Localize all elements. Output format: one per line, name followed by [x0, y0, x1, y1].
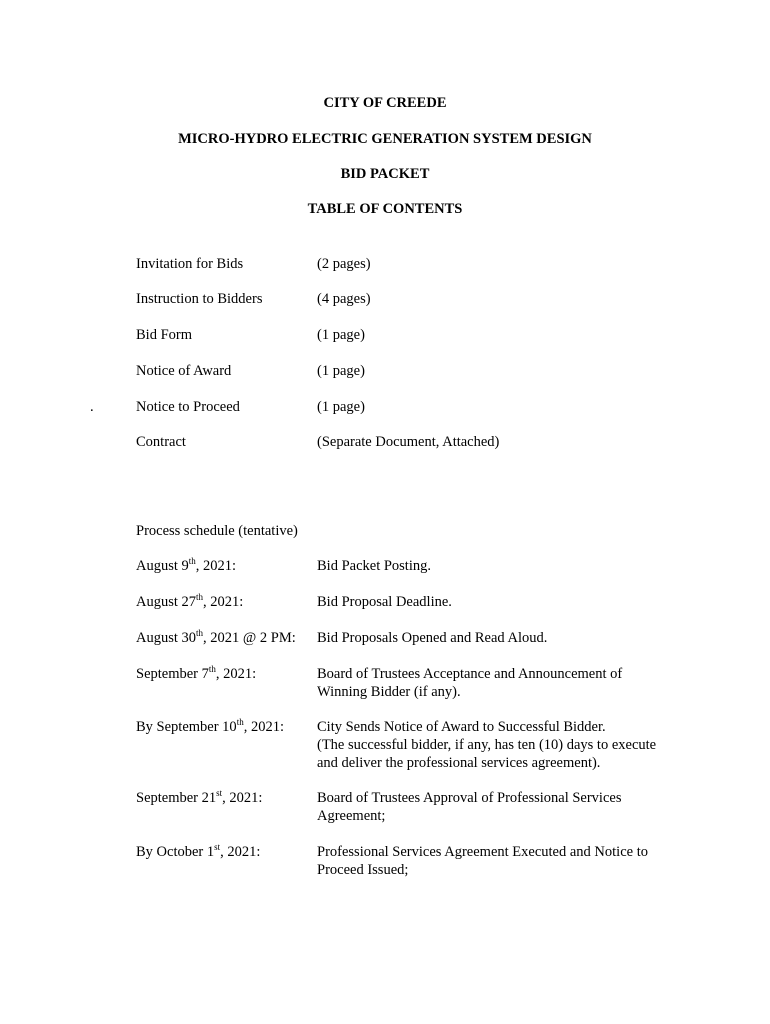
schedule-event: Board of Trustees Approval of Professional Services Agreement; [317, 790, 622, 824]
toc-item-label: Bid Form [136, 327, 192, 343]
toc-item-pages: (4 pages) [317, 291, 371, 307]
schedule-event: Bid Proposal Deadline. [317, 594, 452, 610]
toc-item-label: Notice to Proceed [136, 399, 240, 415]
schedule-event: Bid Proposals Opened and Read Aloud. [317, 630, 548, 646]
toc-item-label: Instruction to Bidders [136, 291, 263, 307]
schedule-date: By September 10th, 2021: [136, 717, 284, 735]
toc-item-pages: (2 pages) [317, 256, 371, 272]
stray-period-mark: . [90, 399, 94, 415]
schedule-date: August 9th, 2021: [136, 556, 237, 574]
schedule-date: August 27th, 2021: [136, 592, 244, 610]
schedule-date: September 7th, 2021: [136, 664, 257, 682]
toc-item-label: Notice of Award [136, 363, 232, 379]
toc-item-pages: (1 page) [317, 327, 365, 343]
toc-item-pages: (Separate Document, Attached) [317, 434, 500, 450]
toc-item-pages: (1 page) [317, 363, 365, 379]
packet-title: BID PACKET [340, 166, 430, 182]
schedule-date: By October 1st, 2021: [136, 842, 261, 860]
schedule-event: Bid Packet Posting. [317, 558, 431, 574]
schedule-event: Board of Trustees Acceptance and Announcement of Winning Bidder (if any). [317, 666, 623, 700]
toc-item-label: Contract [136, 434, 186, 450]
project-title: MICRO-HYDRO ELECTRIC GENERATION SYSTEM DESIGN [178, 131, 592, 147]
org-title: CITY OF CREEDE [323, 95, 447, 111]
schedule-date: September 21st, 2021: [136, 788, 263, 806]
schedule-event: City Sends Notice of Award to Successful Bidder. (The successful bidder, if any, has ten (10) days to execute and deliver the professional services agreement). [317, 719, 657, 771]
toc-item-label: Invitation for Bids [136, 256, 244, 272]
schedule-title: Process schedule (tentative) [136, 523, 298, 539]
schedule-event: Professional Services Agreement Executed and Notice to Proceed Issued; [317, 844, 648, 878]
toc-title: TABLE OF CONTENTS [307, 201, 463, 217]
schedule-date: August 30th, 2021 @ 2 PM: [136, 628, 296, 646]
toc-item-pages: (1 page) [317, 399, 365, 415]
